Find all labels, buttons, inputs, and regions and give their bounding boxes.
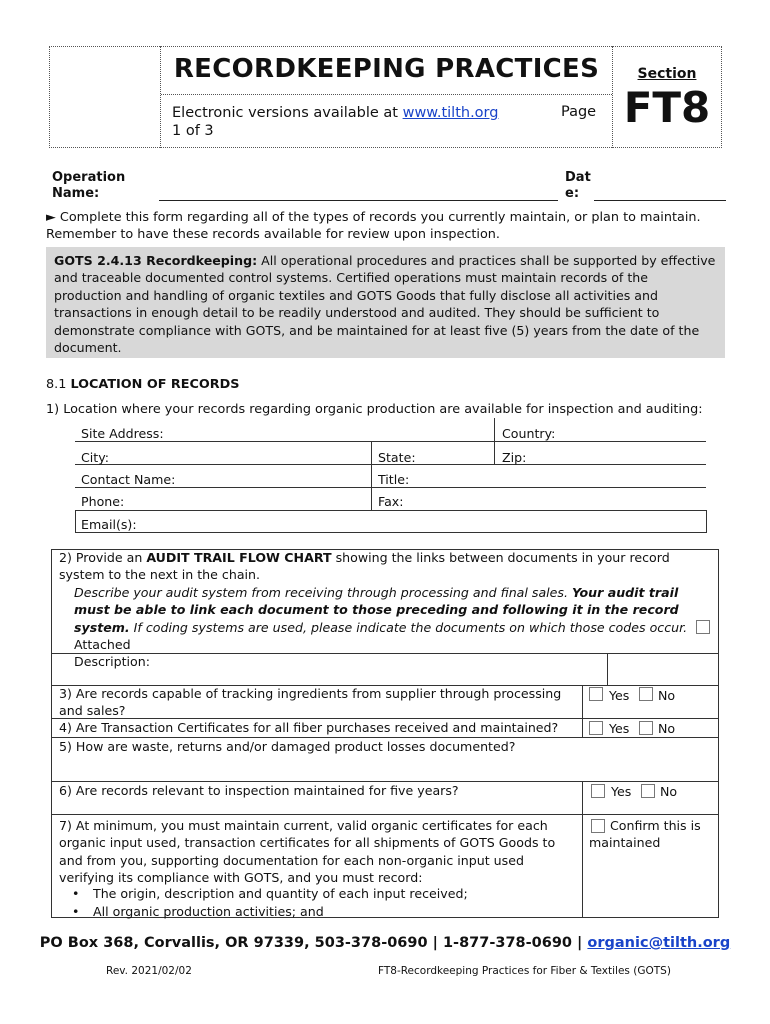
question-4: 4) Are Transaction Certificates for all fiber purchases received and maintained? [59,720,559,735]
footer-contact: PO Box 368, Corvallis, OR 97339, 503-378-0690 | 1-877-378-0690 | organic@tilth.org [39,935,731,951]
zip-label: Zip: [502,450,527,465]
page-value: 1 of 3 [172,123,214,139]
operation-name-field[interactable] [159,200,558,201]
question-1: 1) Location where your records regarding organic production are available for inspection and auditing: [46,402,703,417]
q4-yes-label: Yes [609,721,630,736]
q3-no-label: No [658,688,676,703]
q4-no-checkbox[interactable] [639,721,653,735]
gots-body: All operational procedures and practices shall be supported by effective and traceable documented control systems. Certified operations must maintain records of the production and handling of organic textiles and GOTS Goods that fully disclose all activities and transactions in enough detail to be readily understood and audited. They should be sufficient to demonstrate compliance with GOTS, and be maintained for at least five (5) years from the date of the document. [54,253,716,356]
q4-yes-checkbox[interactable] [589,721,603,735]
attached-label: Attached [74,637,131,652]
state-label: State: [378,450,416,465]
q3-yes-checkbox[interactable] [589,687,603,701]
section-label: Section [637,66,697,82]
organic-email-link[interactable]: organic@tilth.org [587,935,731,951]
page-label: Page [561,104,597,120]
q7-bullet-1: • The origin, description and quantity of each input received; [72,886,468,901]
phone-label: Phone: [81,494,125,509]
title-label: Title: [378,472,410,487]
question-3: 3) Are records capable of tracking ingredients from supplier through processing and sales? [59,686,562,719]
question-2: 2) Provide an AUDIT TRAIL FLOW CHART showing the links between documents in your record system to the next in the chain. [59,550,670,583]
country-label: Country: [502,426,556,441]
question-2-instructions: Describe your audit system from receiving through processing and final sales. Your audit trail must be able to link each document to those preceding and following it in the record system. If coding systems are used, please indicate the documents on which those codes occur. [74,585,688,635]
instructions: ► Complete this form regarding all of the types of records you currently maintain, or plan to maintain. Remember to have these records available for review upon inspection. [46,210,701,242]
gots-standard-box [46,247,725,358]
emails-field[interactable] [75,510,707,533]
fax-label: Fax: [378,494,404,509]
form-name: FT8-Recordkeeping Practices for Fiber & Textiles (GOTS) [378,965,671,977]
q7-bullet-2: • All organic production activities; and [72,904,324,919]
site-address-label: Site Address: [81,426,164,441]
date-field[interactable] [594,200,726,201]
q6-yes-label: Yes [611,784,632,799]
q4-no-label: No [658,721,676,736]
attached-checkbox[interactable] [696,620,710,634]
emails-label: Email(s): [81,517,137,532]
question-7: 7) At minimum, you must maintain current, valid organic certificates for each organic input used, transaction certificates for all shipments of GOTS Goods to and from you, supporting documentation for each non-organic input used verifying its compliance with GOTS, and you must record: [59,818,556,886]
contact-name-label: Contact Name: [81,472,176,487]
date-label: Dat e: [565,170,591,201]
description-label: Description: [74,654,150,669]
logo-area [49,46,161,148]
q6-no-checkbox[interactable] [641,784,655,798]
section-code: FT8 [623,83,711,132]
q6-no-label: No [660,784,678,799]
revision-date: Rev. 2021/02/02 [106,965,192,977]
q3-yes-label: Yes [609,688,630,703]
q5-answer-field[interactable] [59,757,709,779]
q3-no-checkbox[interactable] [639,687,653,701]
city-label: City: [81,450,110,465]
form-title: RECORDKEEPING PRACTICES [173,54,600,84]
tilth-website-link[interactable]: www.tilth.org [402,105,499,121]
description-field[interactable] [74,670,604,684]
operation-name-label: Operation Name: [52,170,126,201]
q6-yes-checkbox[interactable] [591,784,605,798]
electronic-versions-note: Electronic versions available at www.tilth.org 1 of 3 [172,105,499,139]
question-5: 5) How are waste, returns and/or damaged product losses documented? [59,739,516,754]
confirm-maintained-label: Confirm this is maintained [589,818,701,851]
header-divider [161,94,612,95]
gots-heading: GOTS 2.4.13 Recordkeeping: [54,253,258,268]
question-6: 6) Are records relevant to inspection maintained for five years? [59,783,459,798]
section-8-1-heading: 8.1 LOCATION OF RECORDS [46,377,240,392]
